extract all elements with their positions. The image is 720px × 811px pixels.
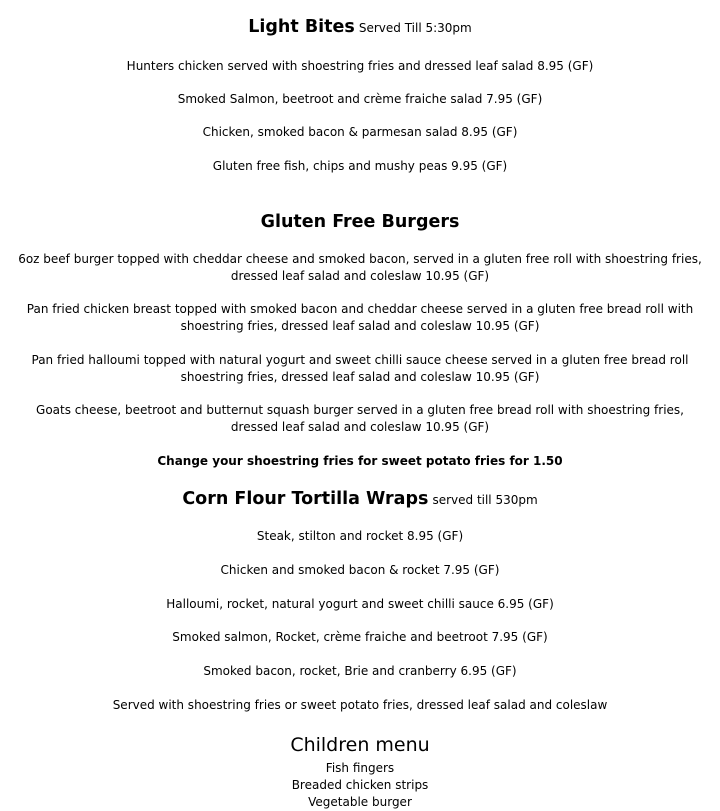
menu-item: Vegetable burger	[308, 795, 412, 809]
menu-item: Smoked salmon, Rocket, crème fraiche and beetroot 7.95 (GF)	[172, 630, 548, 644]
menu-item: Hunters chicken served with shoestring fries and dressed leaf salad 8.95 (GF)	[126, 59, 594, 73]
menu-item: Smoked Salmon, beetroot and crème fraiche salad 7.95 (GF)	[177, 92, 543, 106]
menu-item: Chicken, smoked bacon & parmesan salad 8.95 (GF)	[202, 125, 518, 139]
children-menu-title: Children menu	[290, 734, 430, 756]
menu-item: Pan fried chicken breast topped with smoked bacon and cheddar cheese served in a gluten free bread roll with shoestring fries, dressed leaf salad and coleslaw 10.95 (GF)	[26, 302, 694, 333]
gluten-free-burgers-title: Gluten Free Burgers	[260, 212, 460, 232]
gluten-free-burgers-heading	[0, 212, 720, 232]
wraps-heading	[0, 489, 720, 509]
fries-upgrade-note: Change your shoestring fries for sweet potato fries for 1.50	[157, 454, 563, 468]
light-bites-heading	[0, 17, 720, 37]
menu-item: Fish fingers	[325, 761, 395, 775]
light-bites-subtitle: Served Till 5:30pm	[358, 21, 472, 35]
menu-item: 6oz beef burger topped with cheddar cheese and smoked bacon, served in a gluten free roll with shoestring fries, dressed leaf salad and coleslaw 10.95 (GF)	[18, 252, 702, 283]
menu-item: Chicken and smoked bacon & rocket 7.95 (GF)	[220, 563, 500, 577]
menu-item: Gluten free fish, chips and mushy peas 9.95 (GF)	[212, 159, 508, 173]
menu-item: Goats cheese, beetroot and butternut squash burger served in a gluten free bread roll with shoestring fries, dressed leaf salad and coleslaw 10.95 (GF)	[36, 403, 684, 434]
menu-item: Breaded chicken strips	[291, 778, 429, 792]
wraps-served-with-note: Served with shoestring fries or sweet potato fries, dressed leaf salad and coleslaw	[112, 698, 608, 712]
wraps-title: Corn Flour Tortilla Wraps	[182, 489, 429, 509]
menu-item: Pan fried halloumi topped with natural yogurt and sweet chilli sauce cheese served in a gluten free bread roll shoestring fries, dressed leaf salad and coleslaw 10.95 (GF)	[31, 353, 689, 384]
menu-item: Steak, stilton and rocket 8.95 (GF)	[256, 529, 464, 543]
menu-item: Smoked bacon, rocket, Brie and cranberry 6.95 (GF)	[203, 664, 517, 678]
wraps-subtitle: served till 530pm	[432, 493, 538, 507]
menu-item: Halloumi, rocket, natural yogurt and sweet chilli sauce 6.95 (GF)	[166, 597, 554, 611]
light-bites-title: Light Bites	[248, 17, 355, 37]
